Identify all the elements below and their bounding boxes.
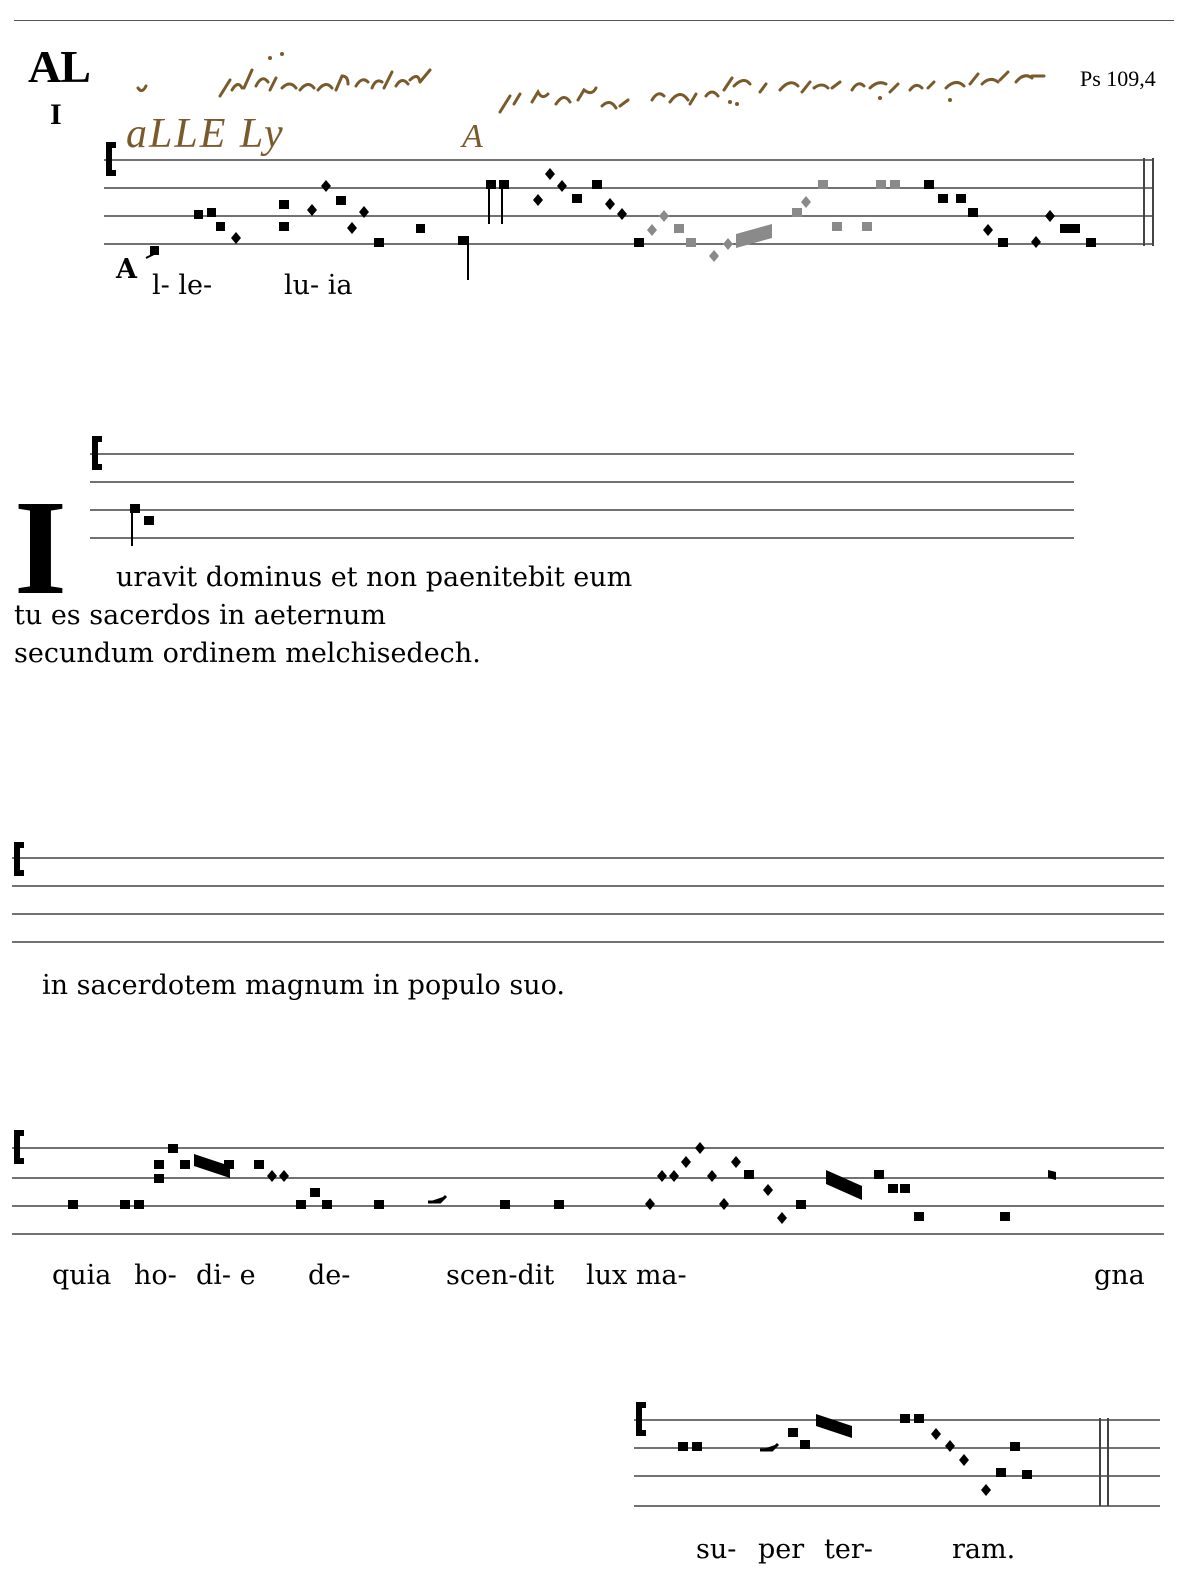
verse-line-3: secundum ordinem melchisedech. <box>14 638 481 669</box>
lyric-syllable: ho- <box>134 1260 177 1291</box>
do-clef-icon <box>14 842 24 876</box>
manuscript-letter: A <box>462 118 483 155</box>
manuscript-text: aLLE Ly <box>126 111 285 157</box>
verse-initial: I <box>14 473 67 623</box>
staff-system-5 <box>634 1410 1164 1520</box>
staff-system-2 <box>90 446 1080 556</box>
staff-2-svg <box>90 446 1080 556</box>
staff-3-svg <box>12 850 1172 960</box>
staff-system-1 <box>104 150 1164 280</box>
lyric-syllable: ram. <box>952 1534 1016 1565</box>
staff-4-svg <box>12 1140 1172 1250</box>
top-rule <box>14 20 1174 21</box>
do-clef-icon <box>92 436 102 470</box>
psalm-reference: Ps 109,4 <box>1080 66 1156 91</box>
verse-line-1: uravit dominus et non paenitebit eum <box>116 562 633 593</box>
lyric-syllable: di- e <box>196 1260 256 1291</box>
mode-label: I <box>50 98 62 131</box>
verse-line-2: tu es sacerdos in aeternum <box>14 600 386 631</box>
lyric-syllable: scen-dit <box>446 1260 555 1291</box>
lyric-syllable: per <box>758 1534 805 1565</box>
lyric-syllable: lux ma- <box>586 1260 687 1291</box>
lyric-syllable: l- le- <box>152 270 213 301</box>
manuscript-neumes <box>120 40 1180 120</box>
system-3-text: in sacerdotem magnum in populo suo. <box>42 970 565 1001</box>
do-clef-icon <box>106 142 116 176</box>
genre-label: AL <box>28 41 90 92</box>
lyric-syllable: de- <box>308 1260 351 1291</box>
do-clef-icon <box>636 1402 646 1436</box>
lyric-syllable: lu- ia <box>284 270 353 301</box>
drop-capital-A: A <box>116 254 137 285</box>
lyric-syllable: quia <box>52 1260 112 1291</box>
lyric-syllable: su- <box>696 1534 737 1565</box>
staff-5-svg <box>634 1410 1164 1520</box>
lyric-syllable: ter- <box>824 1534 873 1565</box>
staff-1-svg <box>104 150 1164 280</box>
staff-system-4 <box>12 1140 1172 1250</box>
do-clef-icon <box>14 1130 24 1164</box>
lyric-syllable: gna <box>1094 1260 1145 1291</box>
staff-system-3 <box>12 850 1172 960</box>
